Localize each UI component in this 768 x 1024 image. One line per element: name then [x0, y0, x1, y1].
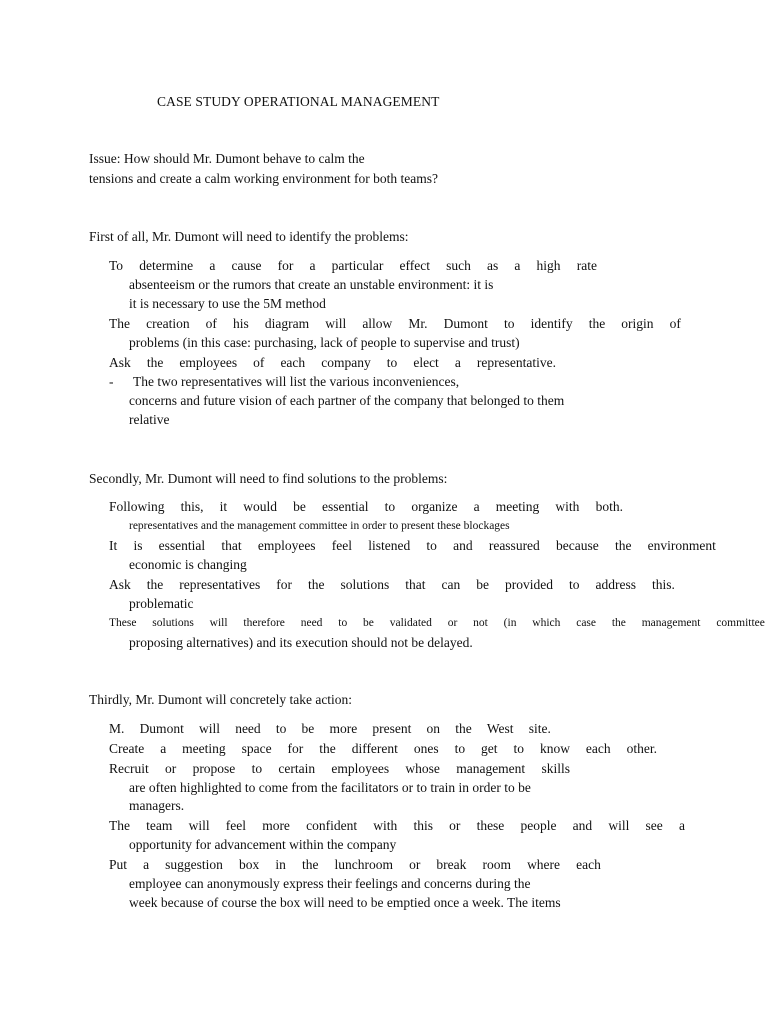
section3-line-3 — [109, 761, 570, 777]
word: meeting — [495, 499, 540, 514]
word: be — [301, 721, 315, 736]
word: room — [482, 857, 511, 872]
word: West — [486, 721, 514, 736]
word: The — [109, 818, 130, 833]
word: will — [199, 721, 221, 736]
word: need — [300, 617, 323, 629]
word: employees — [257, 538, 316, 553]
word: meeting — [182, 741, 226, 756]
word: a — [160, 741, 167, 756]
word: high — [536, 258, 561, 273]
word: his — [233, 316, 249, 331]
word: lunchroom — [334, 857, 394, 872]
word: validated — [389, 617, 432, 629]
section3-line-10: week because of course the box will need to be emptied once a week. The items — [129, 895, 561, 910]
word: reassured — [488, 538, 540, 553]
word: with — [555, 499, 580, 514]
section3-line-5: managers. — [129, 798, 185, 813]
word: be — [363, 617, 374, 629]
word: Ask — [109, 577, 131, 592]
word: be — [293, 499, 306, 514]
word: such — [446, 258, 471, 273]
word: and — [572, 818, 593, 833]
word: Put — [109, 857, 128, 872]
section2-line-6: problematic — [129, 596, 194, 611]
word: be — [476, 577, 489, 592]
word: propose — [192, 761, 236, 776]
word: this, — [180, 499, 204, 514]
word: to — [384, 499, 396, 514]
word: Dumont — [443, 316, 488, 331]
word: employees — [331, 761, 390, 776]
word: a — [309, 258, 316, 273]
word: skills — [541, 761, 570, 776]
section2-line-7 — [109, 615, 765, 631]
section3-line-4: are often highlighted to come from the facilitators or to train in order to be — [129, 780, 531, 795]
word: space — [241, 741, 272, 756]
word: more — [262, 818, 290, 833]
section2-line-4: economic is changing — [129, 557, 247, 572]
word: whose — [405, 761, 440, 776]
word: essential — [322, 499, 369, 514]
word: to — [251, 761, 263, 776]
word: Ask — [109, 355, 131, 370]
section2-line-2: representatives and the management committee in order to present these blockages — [129, 520, 510, 532]
section2-line-8: proposing alternatives) and its execution should not be delayed. — [129, 635, 473, 650]
word: address — [595, 577, 636, 592]
word: not — [473, 617, 488, 629]
word: more — [329, 721, 358, 736]
section2-line-5 — [109, 577, 675, 593]
word: see — [645, 818, 663, 833]
section1-heading: First of all, Mr. Dumont will need to identify the problems: — [89, 229, 409, 244]
word: management — [641, 617, 701, 629]
word: (in — [503, 617, 517, 629]
section3-line-2 — [109, 741, 657, 757]
word: each — [280, 355, 306, 370]
word: certain — [278, 761, 316, 776]
word: as — [487, 258, 499, 273]
word: in — [275, 857, 286, 872]
word: Following — [109, 499, 165, 514]
word: the — [146, 355, 164, 370]
word: feel — [225, 818, 247, 833]
word: to — [338, 617, 348, 629]
word: present — [372, 721, 412, 736]
word: where — [527, 857, 561, 872]
word: feel — [331, 538, 352, 553]
word: representatives — [179, 577, 261, 592]
word: listened — [368, 538, 411, 553]
section1-line-1 — [109, 258, 597, 274]
word: the — [319, 741, 336, 756]
word: will — [188, 818, 210, 833]
word: and — [453, 538, 473, 553]
issue-line-2: tensions and create a calm working environment for both teams? — [89, 171, 439, 186]
word: Dumont — [139, 721, 184, 736]
word: allow — [362, 316, 393, 331]
word: to — [513, 741, 525, 756]
word: elect — [413, 355, 439, 370]
word: with — [373, 818, 398, 833]
word: To — [109, 258, 124, 273]
word: get — [481, 741, 498, 756]
word: origin — [621, 316, 654, 331]
word: diagram — [264, 316, 310, 331]
section2-heading: Secondly, Mr. Dumont will need to find solutions to the problems: — [89, 471, 448, 486]
word: determine — [139, 258, 194, 273]
word: need — [235, 721, 261, 736]
word: of — [253, 355, 265, 370]
word: provided — [504, 577, 553, 592]
word: a — [678, 818, 685, 833]
word: will — [608, 818, 630, 833]
word: that — [405, 577, 426, 592]
word: is — [133, 538, 143, 553]
section1-line-8: concerns and future vision of each partner of the company that belonged to them — [129, 393, 565, 408]
word: different — [351, 741, 398, 756]
word: to — [568, 577, 580, 592]
word: to — [426, 538, 437, 553]
word: solutions — [340, 577, 390, 592]
section3-line-1 — [109, 721, 551, 737]
word: suggestion — [165, 857, 223, 872]
word: people — [520, 818, 557, 833]
section3-heading: Thirdly, Mr. Dumont will concretely take action: — [89, 692, 353, 707]
word: Create — [109, 741, 145, 756]
issue-line-1: Issue: How should Mr. Dumont behave to calm the — [89, 151, 365, 166]
word: Recruit — [109, 761, 149, 776]
word: each — [576, 857, 601, 872]
word: employees — [179, 355, 238, 370]
word: to — [386, 355, 398, 370]
word: for — [276, 577, 292, 592]
word: ones — [413, 741, 439, 756]
word: or — [449, 818, 461, 833]
word: the — [455, 721, 472, 736]
word: a — [514, 258, 521, 273]
word: the — [614, 538, 632, 553]
word: cause — [231, 258, 262, 273]
section2-line-3 — [109, 538, 716, 554]
word: a — [454, 355, 461, 370]
word: it — [219, 499, 228, 514]
word: essential — [158, 538, 206, 553]
word: a — [209, 258, 216, 273]
word: would — [243, 499, 278, 514]
word: the — [588, 316, 606, 331]
word: effect — [399, 258, 430, 273]
word: this — [413, 818, 433, 833]
word: a — [143, 857, 150, 872]
word: these — [476, 818, 505, 833]
word: will — [209, 617, 228, 629]
section1-line-3: it is necessary to use the 5M method — [129, 296, 326, 311]
section2-line-1 — [109, 499, 623, 515]
word: that — [221, 538, 242, 553]
section3-line-8 — [109, 857, 601, 873]
word: representative. — [476, 355, 556, 370]
word: team — [146, 818, 173, 833]
section3-line-9: employee can anonymously express their feelings and concerns during the — [129, 876, 531, 891]
word: on — [426, 721, 441, 736]
word: or — [165, 761, 177, 776]
word: can — [441, 577, 461, 592]
word: committee — [716, 617, 765, 629]
word: Mr. — [408, 316, 428, 331]
word: rate — [576, 258, 597, 273]
word: organize — [411, 499, 458, 514]
section1-line-5: problems (in this case: purchasing, lack of people to supervise and trust) — [129, 335, 520, 350]
word: solutions — [152, 617, 194, 629]
word: It — [109, 538, 118, 553]
section1-line-7: The two representatives will list the various inconveniences, — [133, 374, 460, 389]
word: creation — [146, 316, 190, 331]
word: the — [146, 577, 164, 592]
word: company — [321, 355, 371, 370]
word: case — [576, 617, 597, 629]
section1-line-2: absenteeism or the rumors that create an unstable environment: it is — [129, 277, 494, 292]
word: know — [539, 741, 570, 756]
word: to — [275, 721, 287, 736]
word: of — [669, 316, 681, 331]
word: These — [109, 617, 137, 629]
word: of — [205, 316, 217, 331]
word: or — [409, 857, 421, 872]
section1-line-4 — [109, 316, 681, 332]
word: each — [585, 741, 611, 756]
word: for — [287, 741, 304, 756]
word: to — [454, 741, 466, 756]
document-title: CASE STUDY OPERATIONAL MANAGEMENT — [157, 94, 440, 109]
word: the — [307, 577, 325, 592]
dash-bullet: - — [109, 374, 114, 389]
section1-line-9: relative — [129, 412, 170, 427]
word: therefore — [243, 617, 285, 629]
word: identify — [530, 316, 573, 331]
word: a — [473, 499, 480, 514]
word: this. — [652, 577, 675, 592]
word: confident — [306, 818, 358, 833]
word: M. — [109, 721, 125, 736]
section3-line-7: opportunity for advancement within the company — [129, 837, 397, 852]
word: environment — [647, 538, 716, 553]
word: because — [556, 538, 599, 553]
word: other. — [626, 741, 657, 756]
word: management — [456, 761, 526, 776]
word: break — [436, 857, 467, 872]
word: The — [109, 316, 130, 331]
word: the — [301, 857, 319, 872]
section1-line-6 — [109, 355, 556, 371]
word: particular — [331, 258, 384, 273]
word: both. — [595, 499, 623, 514]
word: the — [611, 617, 626, 629]
word: will — [325, 316, 347, 331]
word: to — [504, 316, 515, 331]
word: or — [447, 617, 458, 629]
word: site. — [528, 721, 551, 736]
word: box — [239, 857, 260, 872]
word: for — [277, 258, 294, 273]
word: which — [532, 617, 561, 629]
section3-line-6 — [109, 818, 685, 834]
